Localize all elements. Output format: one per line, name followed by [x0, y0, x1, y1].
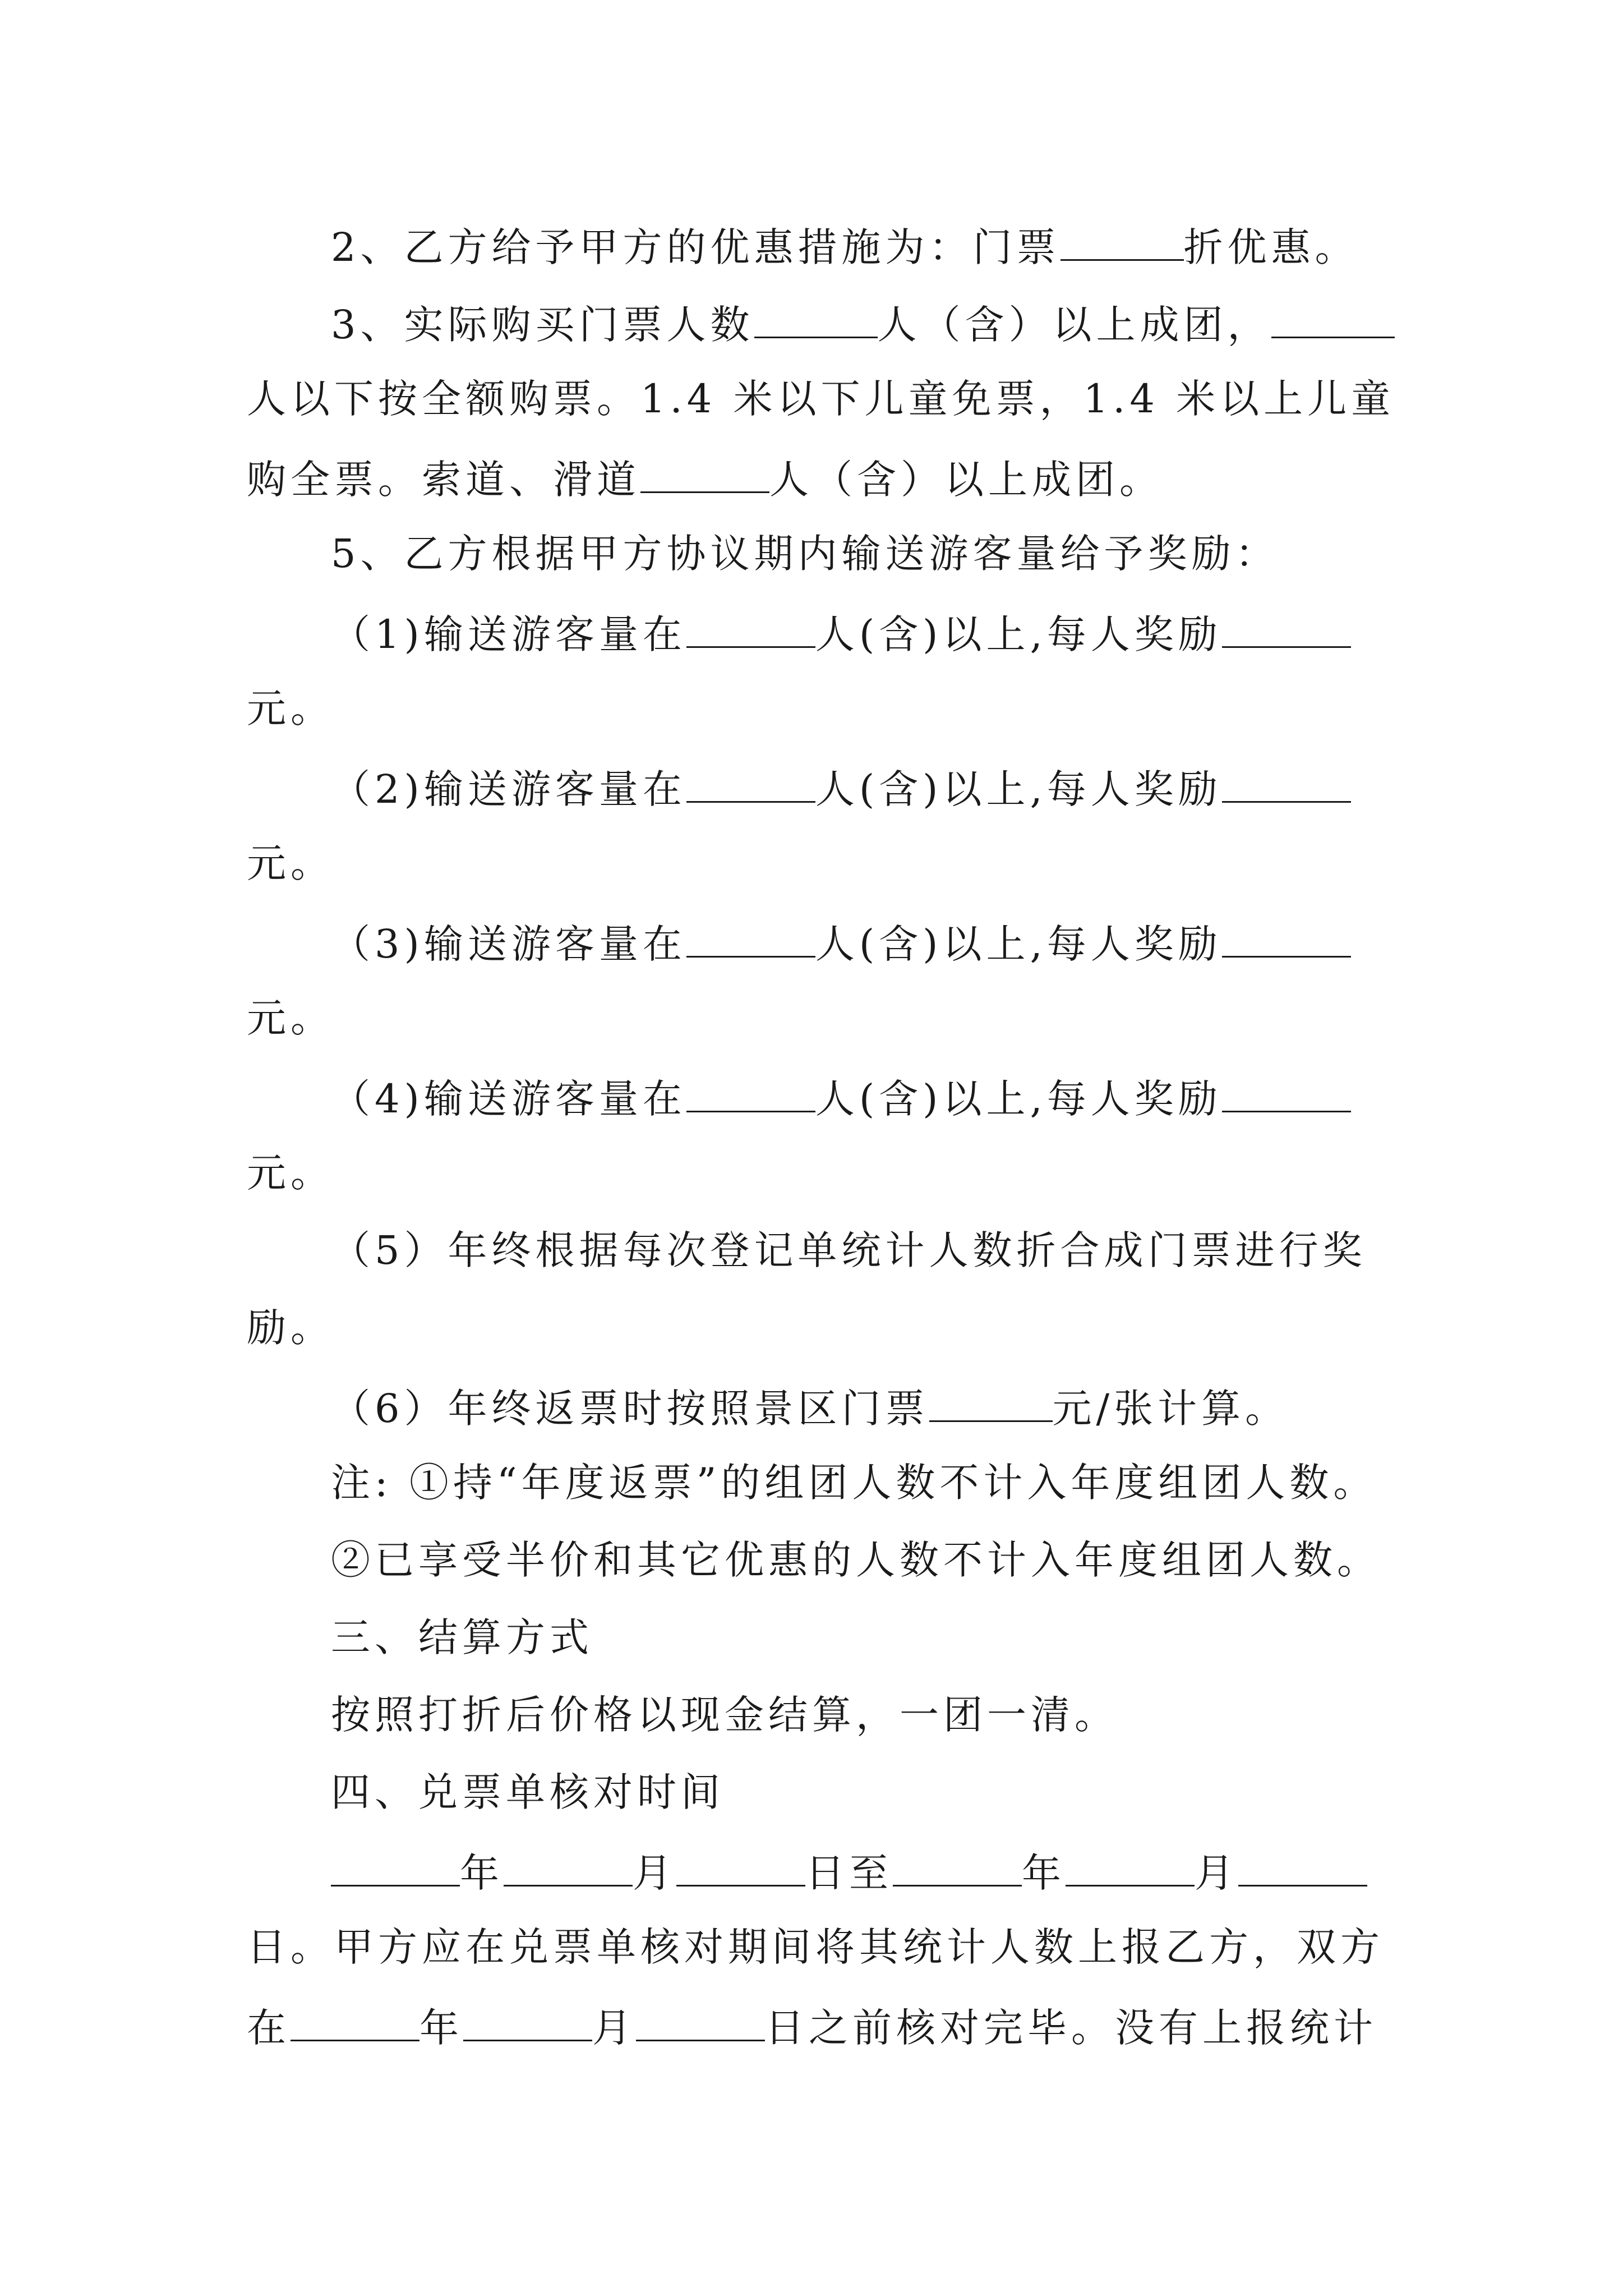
reward-3-count-blank[interactable]	[686, 921, 815, 958]
reward-5-line-2	[247, 1305, 334, 1351]
start-month-label: 月	[633, 1850, 676, 1896]
deadline-line	[247, 2005, 1377, 2051]
discount-blank[interactable]	[1061, 224, 1184, 261]
reward-4-unit-line	[247, 1150, 334, 1196]
reward-4-unit: 元。	[247, 1150, 334, 1196]
verification-text: 日。甲方应在兑票单核对期间将其统计人数上报乙方，双方	[247, 1924, 1384, 1970]
end-month-blank[interactable]	[1066, 1850, 1195, 1887]
reward-1-amount-blank[interactable]	[1222, 611, 1351, 648]
end-day-blank[interactable]	[1238, 1850, 1367, 1887]
start-day-blank[interactable]	[676, 1850, 805, 1887]
note-1-line	[331, 1460, 1377, 1506]
verification-line	[247, 1924, 1384, 1970]
group-min-blank[interactable]	[754, 302, 878, 338]
clause-3-text: 3、实际购买门票人数	[331, 302, 754, 348]
reward-6-text: （6）年终返票时按照景区门票	[331, 1386, 929, 1432]
reward-5-line	[331, 1227, 1367, 1273]
date-range-line	[331, 1850, 1367, 1896]
reward-2-unit-line	[247, 840, 334, 886]
reward-3-text: （3)输送游客量在	[331, 921, 686, 967]
reward-5-text-2: 励。	[247, 1305, 334, 1351]
clause-2-text: 2、乙方给予甲方的优惠措施为：门票	[331, 224, 1061, 270]
end-month-label: 月	[1195, 1850, 1238, 1896]
reward-1-line	[331, 611, 1351, 657]
settlement-line	[331, 1692, 1118, 1738]
reward-5-text: （5）年终根据每次登记单统计人数折合成门票进行奖	[331, 1227, 1367, 1273]
reward-2-unit: 元。	[247, 840, 334, 886]
clause-3-line-2	[247, 376, 1395, 422]
clause-5-text: 5、乙方根据甲方协议期内输送游客量给予奖励：	[331, 531, 1279, 577]
deadline-day-blank[interactable]	[636, 2005, 765, 2041]
deadline-month-blank[interactable]	[463, 2005, 592, 2041]
clause-3-text-3: 购全票。索道、滑道	[247, 457, 640, 503]
reward-1-count-blank[interactable]	[686, 611, 815, 648]
full-price-blank[interactable]	[1271, 302, 1395, 338]
reward-3-unit: 元。	[247, 995, 334, 1041]
deadline-year-label: 年	[419, 2005, 463, 2051]
reward-2-line	[331, 766, 1351, 812]
end-year-label: 年	[1022, 1850, 1066, 1896]
clause-2-text-end: 折优惠。	[1183, 224, 1359, 270]
reward-2-amount-blank[interactable]	[1222, 766, 1351, 803]
clause-3-line	[331, 302, 1395, 348]
reward-4-text-mid: 人(含)以上,每人奖励	[815, 1076, 1222, 1122]
reward-2-count-blank[interactable]	[686, 766, 815, 803]
start-year-blank[interactable]	[331, 1850, 460, 1887]
deadline-year-blank[interactable]	[291, 2005, 419, 2041]
reward-4-count-blank[interactable]	[686, 1076, 815, 1112]
section-3-heading	[331, 1614, 593, 1660]
reward-1-unit: 元。	[247, 685, 334, 731]
reward-3-text-mid: 人(含)以上,每人奖励	[815, 921, 1222, 967]
section-4-heading	[331, 1769, 725, 1815]
section-4-title: 四、兑票单核对时间	[331, 1769, 725, 1815]
reward-4-text: （4)输送游客量在	[331, 1076, 686, 1122]
reward-6-line	[331, 1386, 1289, 1432]
note-2-text: ②已享受半价和其它优惠的人数不计入年度组团人数。	[331, 1537, 1381, 1583]
start-day-label: 日至	[805, 1850, 893, 1896]
reward-1-text: （1)输送游客量在	[331, 611, 686, 657]
reward-3-line	[331, 921, 1351, 967]
reward-6-text-end: 元/张计算。	[1052, 1386, 1289, 1432]
reward-2-text: （2)输送游客量在	[331, 766, 686, 812]
clause-3-text-mid: 人（含）以上成团，	[877, 302, 1271, 348]
reward-3-amount-blank[interactable]	[1222, 921, 1351, 958]
end-year-blank[interactable]	[893, 1850, 1022, 1887]
clause-3-text-2: 人以下按全额购票。1.4 米以下儿童免票，1.4 米以上儿童	[247, 376, 1395, 422]
start-year-label: 年	[460, 1850, 504, 1896]
deadline-prefix: 在	[247, 2005, 291, 2051]
note-2-line	[331, 1537, 1381, 1583]
clause-5-line	[331, 531, 1279, 577]
reward-1-unit-line	[247, 685, 334, 731]
reward-4-amount-blank[interactable]	[1222, 1076, 1351, 1112]
deadline-month-label: 月	[592, 2005, 636, 2051]
clause-2-line	[331, 224, 1359, 270]
start-month-blank[interactable]	[504, 1850, 633, 1887]
clause-3-text-3-end: 人（含）以上成团。	[769, 457, 1163, 503]
reward-2-text-mid: 人(含)以上,每人奖励	[815, 766, 1222, 812]
settlement-text: 按照打折后价格以现金结算，一团一清。	[331, 1692, 1118, 1738]
reward-3-unit-line	[247, 995, 334, 1041]
note-1-text: 注: ①持“年度返票”的组团人数不计入年度组团人数。	[331, 1460, 1377, 1506]
clause-3-line-3	[247, 457, 1163, 503]
deadline-text-end: 日之前核对完毕。没有上报统计	[765, 2005, 1377, 2051]
ticket-price-blank[interactable]	[929, 1386, 1053, 1422]
reward-4-line	[331, 1076, 1351, 1122]
reward-1-text-mid: 人(含)以上,每人奖励	[815, 611, 1222, 657]
cableway-min-blank[interactable]	[640, 457, 769, 493]
section-3-title: 三、结算方式	[331, 1614, 593, 1660]
